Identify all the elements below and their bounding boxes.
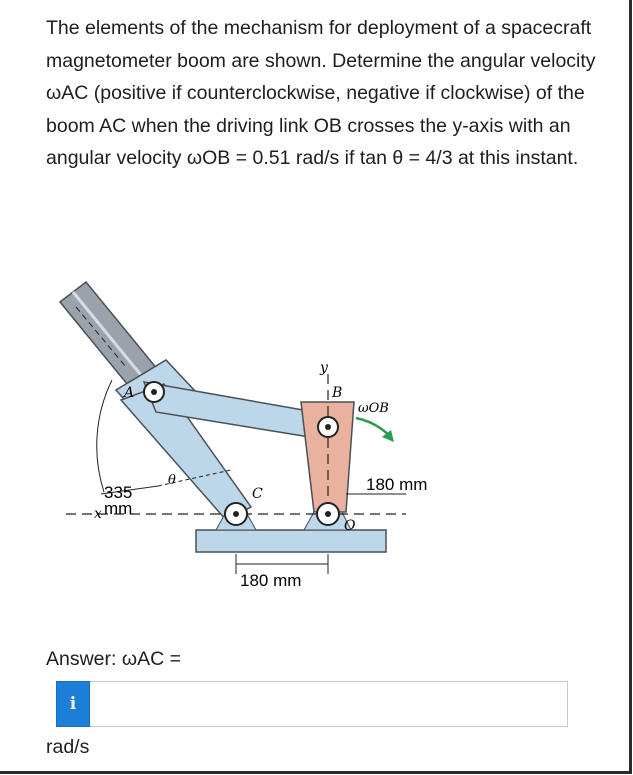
- label-a: A: [124, 385, 135, 401]
- dim-335-unit: mm: [104, 499, 133, 518]
- label-omega-ob: ωOB: [358, 401, 389, 416]
- pin-b: [318, 417, 338, 437]
- pin-o: [317, 503, 339, 525]
- label-c: C: [252, 486, 263, 502]
- question-text: The elements of the mechanism for deployment of a spacecraft magnetometer boom are shown. Determine the angular velocity ωAC (positive if counterclockwise, negative if clockwise) of the boom AC when the driving link OB crosses the y-axis with an angular velocity ωOB = 0.51 rad/s if tan θ = 4/3 at this instant.: [46, 17, 596, 169]
- pin-c: [225, 503, 247, 525]
- label-y: y: [320, 360, 328, 376]
- info-icon[interactable]: i: [56, 681, 90, 727]
- units-label: rad/s: [46, 736, 90, 758]
- label-o: O: [344, 518, 356, 534]
- answer-label: Answer: ωAC =: [46, 648, 181, 670]
- ground-base: [196, 530, 386, 552]
- pin-a: [144, 382, 164, 402]
- label-theta: θ: [168, 473, 176, 488]
- answer-row: [56, 681, 568, 727]
- dim-180-right: 180 mm: [366, 475, 428, 494]
- dim-335-value: 335: [104, 483, 133, 502]
- label-x: x: [94, 506, 102, 522]
- answer-input[interactable]: [90, 681, 568, 727]
- mechanism-figure: [46, 262, 466, 602]
- label-b: B: [332, 385, 343, 401]
- dim-180-bottom: 180 mm: [240, 571, 302, 590]
- dimension-arc-335: [97, 380, 112, 492]
